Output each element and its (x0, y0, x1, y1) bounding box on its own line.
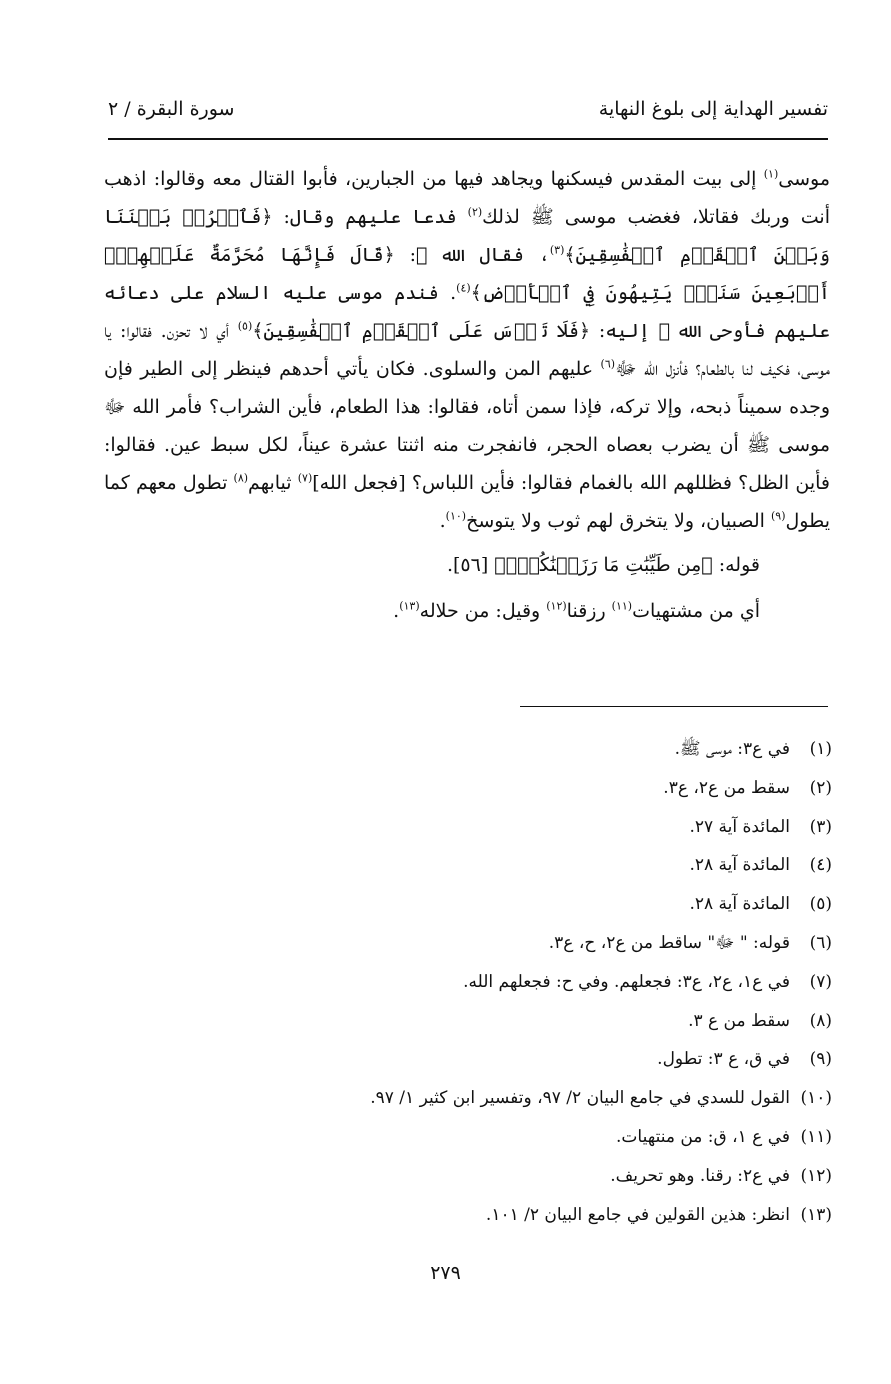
book-title: تفسير الهداية إلى بلوغ النهاية (598, 98, 828, 120)
footnotes (160, 730, 832, 1234)
footnote-ref: (٥) (237, 319, 253, 333)
text-run: . (393, 600, 400, 622)
footnote-number: (١) (809, 739, 832, 759)
footnote-number: (٤) (809, 855, 832, 876)
footnote-text: في ع١، ع٢، ع٣: فجعلهم. وفي ح: فجعلهم الله. (463, 971, 790, 992)
footnote (160, 1118, 832, 1157)
text-run: ثيابهم (248, 472, 298, 494)
footnote (160, 963, 832, 1002)
footnote-text: سقط من ع٢، ع٣. (663, 777, 790, 798)
footnote-separator (520, 706, 828, 707)
paragraph-1 (104, 160, 830, 540)
footnote (160, 846, 832, 885)
footnote-ref: (٣) (549, 243, 565, 257)
text-run: فدعا عليهم وقال: (272, 206, 468, 228)
text-run: رزقنا (566, 600, 612, 622)
header-rule (108, 138, 828, 140)
text-run: . فندم موسى عليه السلام على دعائه عليهم فأوحى الله ﷻ إليه: (104, 282, 830, 342)
text-run: الصبيان، ولا يتخرق لهم ثوب ولا يتوسخ (466, 510, 771, 532)
footnote-number: (٥) (809, 894, 832, 915)
main-text (104, 160, 830, 630)
text-run: إلى بيت المقدس فيسكنها ويجاهد فيها من الجبارين، فأبوا القتال معه وقالوا: اذهب أنت وربك فقاتلا، فغضب موسى ﷺ لذلك (104, 168, 830, 228)
footnote-number: (١٣) (800, 1204, 832, 1225)
footnote (160, 730, 832, 769)
footnote-text: المائدة آية ٢٧. (689, 816, 790, 837)
footnote-number: (١٢) (800, 1165, 832, 1186)
footnote-text: سقط من ع ٣. (688, 1010, 790, 1031)
quran-quote: ﴿فَٱفۡرُقۡ بَيۡنَنَا وَبَيۡنَ ٱلۡقَوۡمِ ٱلۡفَٰسِقِينَ﴾ (104, 206, 830, 266)
footnote-ref: (٨) (233, 471, 249, 485)
text-run: تطول معهم كما يطول (104, 472, 830, 532)
footnote-text: في ع٢: رقنا. وهو تحريف. (610, 1165, 790, 1186)
footnote-number: (٣) (809, 816, 832, 837)
footnote (160, 1157, 832, 1196)
footnote-text: في ع ١، ق: من منتهيات. (616, 1126, 790, 1147)
text-run: موسى (778, 168, 830, 190)
text-run: [٥٦]. (446, 554, 495, 576)
text-run: . (439, 510, 446, 532)
footnote-ref: (١) (763, 167, 779, 181)
footnote (160, 1002, 832, 1041)
footnote-ref: (٢) (467, 205, 483, 219)
footnote-ref: (٦) (600, 357, 616, 371)
footnote-text: في ع٣: موسى ﷺ. (674, 739, 790, 759)
footnote (160, 885, 832, 924)
footnote (160, 1040, 832, 1079)
footnote-ref: (١٠) (445, 509, 467, 523)
text-run: قوله: (712, 554, 760, 576)
text-run: أي من مشتهيات (632, 600, 760, 622)
footnote-number: (١١) (800, 1126, 832, 1147)
running-header (108, 98, 828, 120)
text-run: أي لا تحزن. فقالوا: يا موسى، فكيف لنا بالطعام؟ فأنزل الله ﷻ (104, 320, 830, 380)
footnote-ref: (٩) (770, 509, 786, 523)
footnote-text: القول للسدي في جامع البيان ٢/ ٩٧، وتفسير ابن كثير ١/ ٩٧. (370, 1088, 790, 1109)
quran-quote: ﴿مِن طَيِّبَٰتِ مَا رَزَقۡنَٰكُمۡۚ﴾ (494, 554, 713, 576)
footnote-text: في ق، ع ٣: تطول. (657, 1049, 790, 1070)
text-run: ، فقال الله ﷻ: (394, 244, 550, 266)
footnote (160, 1079, 832, 1118)
footnote-text: المائدة آية ٢٨. (689, 855, 790, 876)
text-run: عليهم المن والسلوى. فكان يأتي أحدهم فينظر إلى الطير فإن وجده سميناً ذبحه، وإلا تركه، فإذا سمن أتاه، فقالوا: هذا الطعام، فأين الشراب؟ فأمر الله ﷻ موسى ﷺ أن يضرب بعصاه الحجر، فانفجرت منه اثنتا عشرة عيناً، لكل سبط عين. فقالوا: فأين الظل؟ فظللهم الله بالغمام فقالوا: فأين اللباس؟ [فجعل الله] (104, 358, 830, 494)
footnote-text: المائدة آية ٢٨. (689, 894, 790, 915)
footnote-text: انظر: هذين القولين في جامع البيان ٢/ ١٠١. (485, 1204, 790, 1225)
text-run: وقيل: من حلاله (419, 600, 547, 622)
footnote-ref: (١٣) (399, 599, 420, 613)
surah-label: سورة البقرة / ٢ (108, 98, 235, 120)
quran-quote: ﴿قَالَ فَإِنَّهَا مُحَرَّمَةٌ عَلَيۡهِمۡۛ أَرۡبَعِينَ سَنَةٗۛ يَتِيهُونَ فِي ٱلۡأَرۡضِ﴾ (104, 244, 830, 304)
footnote-number: (٢) (809, 777, 832, 798)
footnote-ref: (٧) (297, 471, 313, 485)
paragraph-2 (104, 546, 830, 584)
page-number: ٢٧٩ (430, 1262, 461, 1284)
footnote-number: (٨) (809, 1010, 832, 1031)
footnote (160, 924, 832, 963)
footnote (160, 1196, 832, 1235)
footnote-number: (٧) (809, 971, 832, 992)
footnote-ref: (٤) (456, 281, 471, 295)
footnote-number: (٩) (809, 1049, 832, 1070)
footnote-ref: (١٢) (546, 599, 567, 613)
footnote-number: (٦) (809, 932, 832, 953)
footnote (160, 808, 832, 847)
quran-quote: ﴿فَلَا تَأۡسَ عَلَى ٱلۡقَوۡمِ ٱلۡفَٰسِقِينَ﴾ (252, 320, 591, 342)
footnote-ref: (١١) (611, 599, 633, 613)
footnote-text: قوله: " ﷻ" ساقط من ع٢، ح، ع٣. (548, 932, 790, 953)
paragraph-3 (104, 592, 830, 630)
footnote-number: (١٠) (800, 1088, 832, 1109)
footnote (160, 769, 832, 808)
